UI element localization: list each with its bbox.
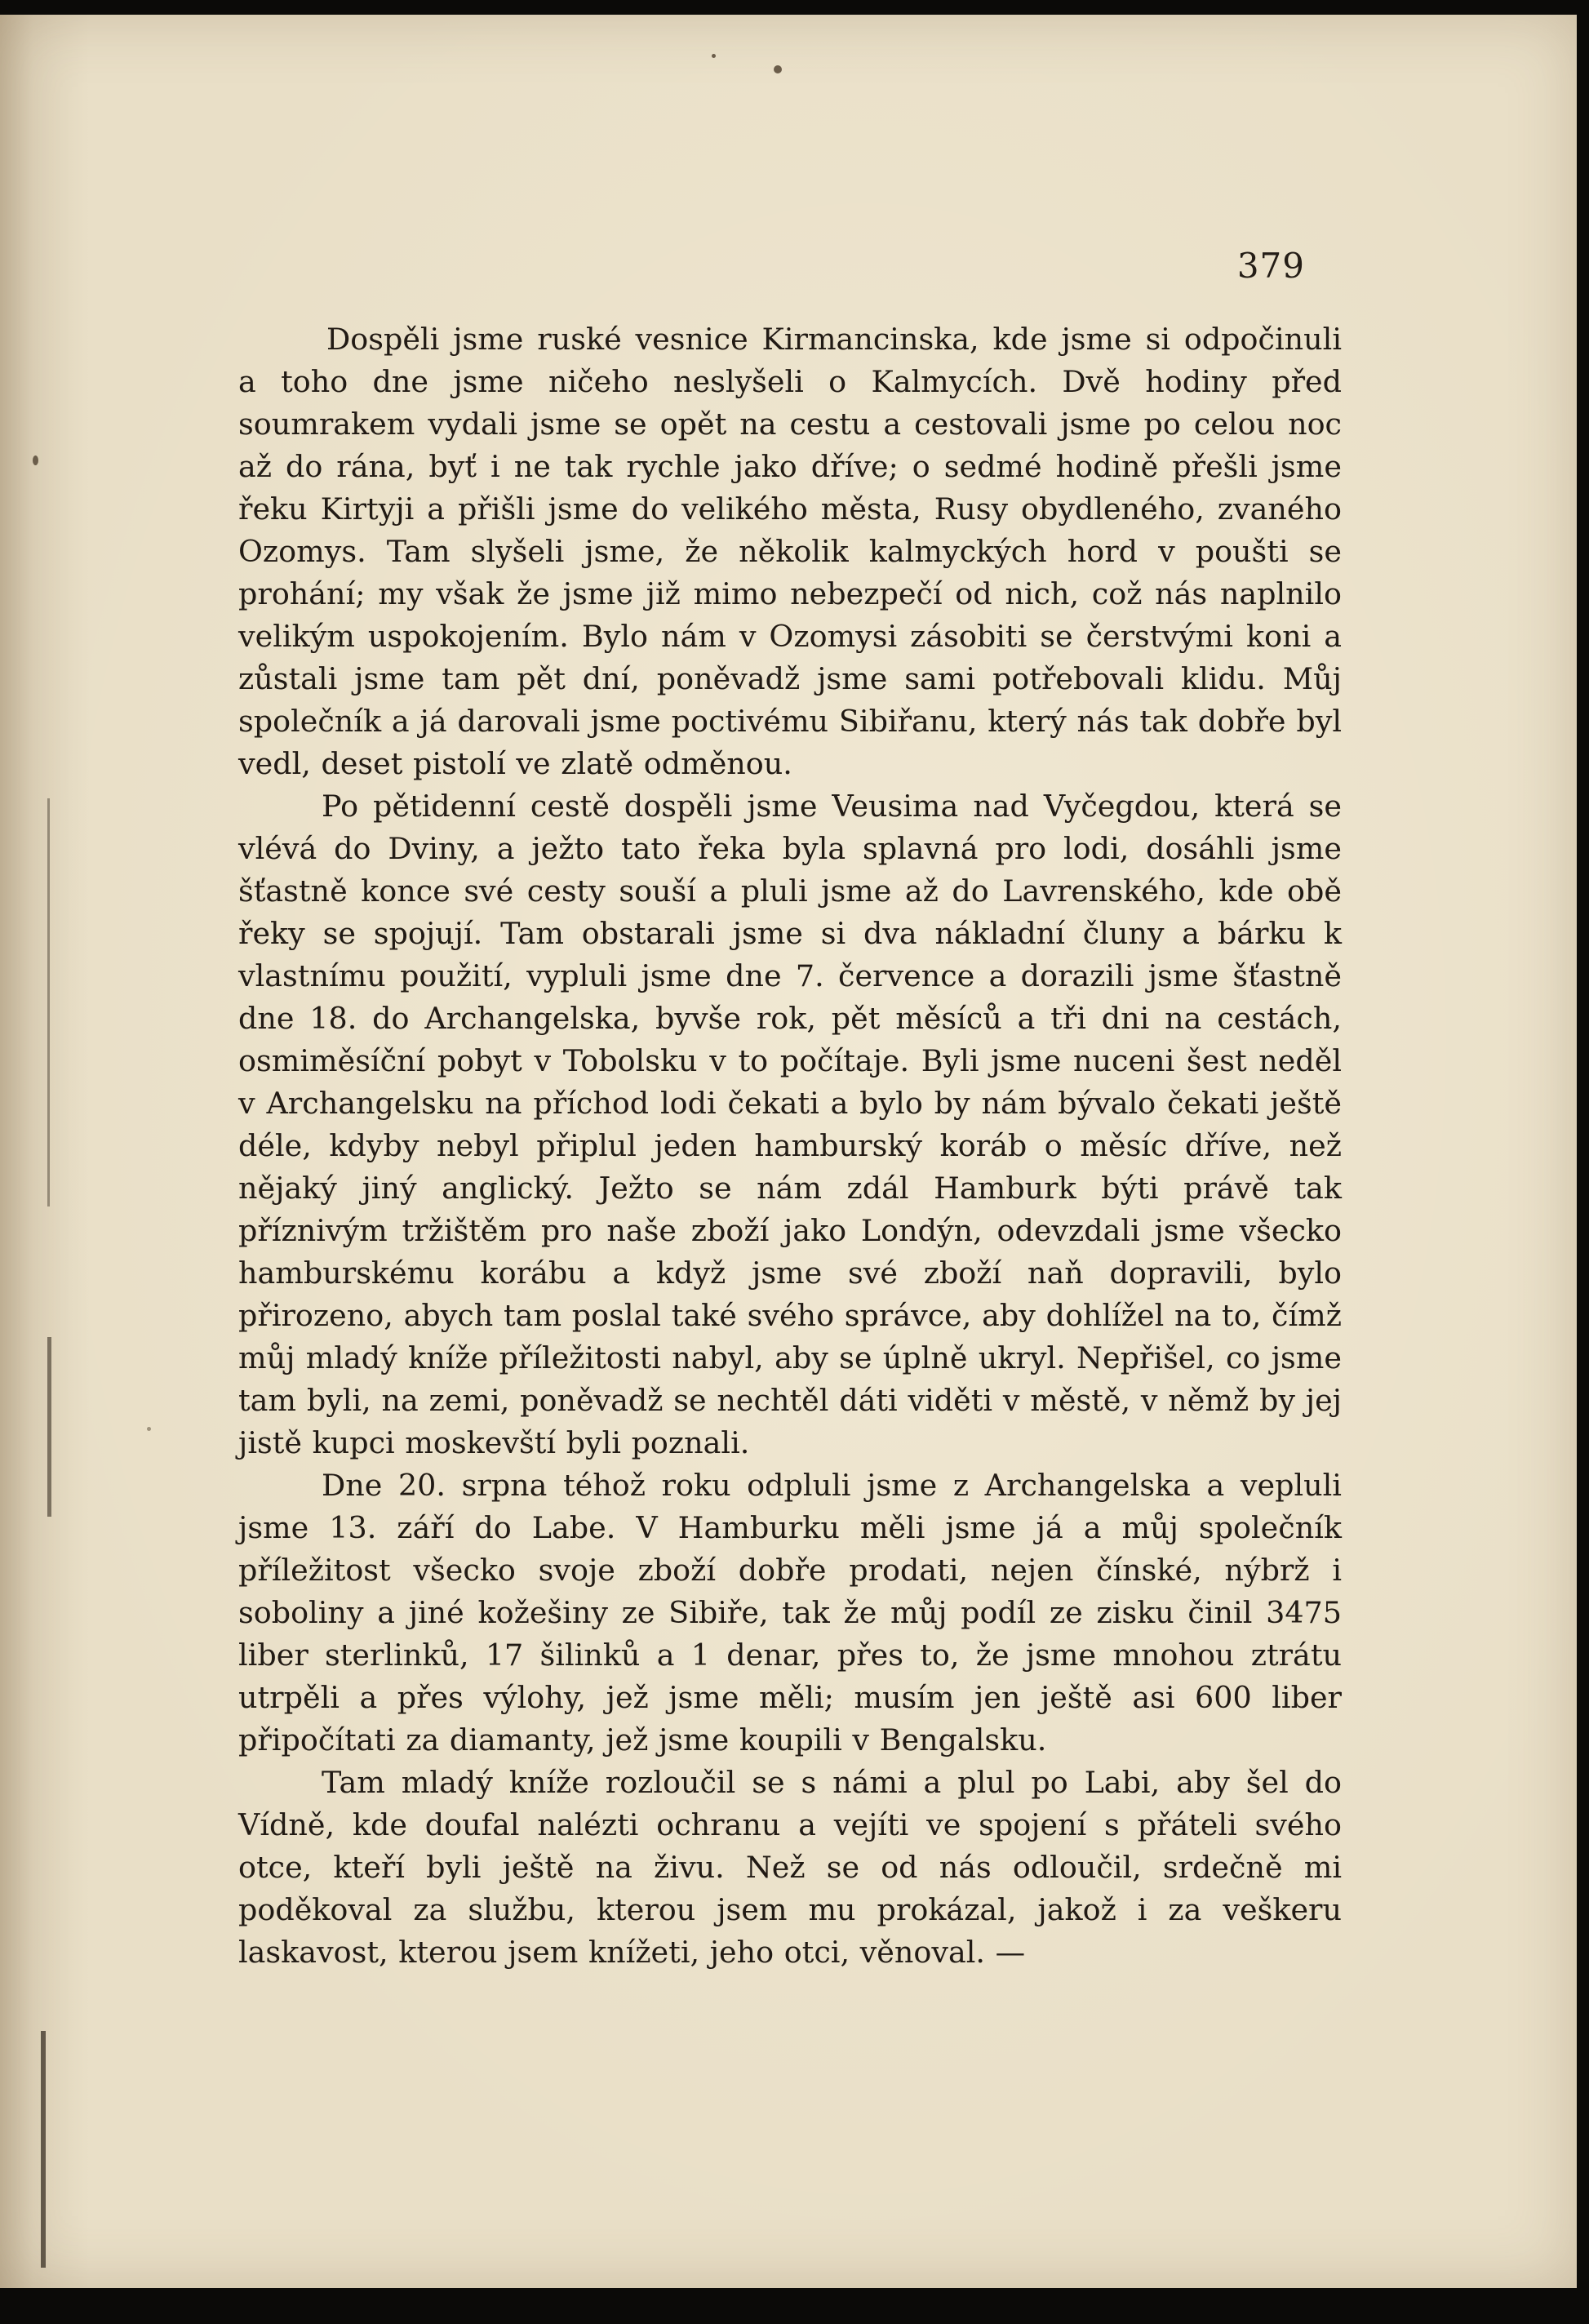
paragraph: Dne 20. srpna téhož roku odpluli jsme z Archangelska a vepluli jsme 13. září do Labe. V Hamburku měli jsme já a můj společník příležitost všecko svoje zboží dobře prodati, nejen čínské, nýbrž i soboliny a jiné kožešiny ze Sibiře, tak že můj podíl ze zisku činil 3475 liber sterlinků, 17 šilinků a 1 denar, přes to, že jsme mnohou ztrátu utrpěli a přes výlohy, jež jsme měli; musím jen ještě asi 600 liber připočítati za diamanty, jež jsme koupili v Bengalsku. — [238, 1468, 1342, 1757]
gutter-shadow-mark — [41, 2031, 46, 2268]
paper-speck — [774, 65, 782, 73]
paper-speck — [147, 1427, 151, 1431]
paragraph: Dospěli jsme ruské vesnice Kirmancinska, kde jsme si odpočinuli a toho dne jsme ničeho neslyšeli o Kalmycích. Dvě hodiny před soumrakem vydali jsme se opět na cestu a cestovali jsme po celou noc až do rána, byť i ne tak rychle jako dříve; o sedmé hodině přešli jsme řeku Kirtyji a přišli jsme do velikého města, Rusy obydleného, zvaného Ozomys. Tam slyšeli jsme, že několik kalmyckých hord v poušti se prohání; my však že jsme již mimo nebezpečí od nich, což nás naplnilo velikým uspokojením. Bylo nám v Ozomysi zásobiti se čerstvými koni a zůstali jsme tam pět dní, poněvadž jsme sami potřebovali klidu. Můj společník a já darovali jsme poctivému Sibiřanu, který nás tak dobře byl vedl, deset pistolí ve zlatě odměnou. — [238, 322, 1342, 781]
paper-speck — [712, 54, 716, 58]
paragraph: Tam mladý kníže rozloučil se s námi a plul po Labi, aby šel do Vídně, kde doufal nalézti ochranu a vejíti ve spojení s přáteli svého otce, kteří byli ještě na živu. Než se od nás odloučil, srdečně mi poděkoval za službu, kterou jsem mu prokázal, jakož i za veškeru laskavost, kterou jsem knížeti, jeho otci, věnoval. — — [238, 1765, 1342, 1970]
gutter-shadow-mark — [47, 798, 50, 1206]
page-text — [238, 318, 1342, 1974]
paragraph: Po pětidenní cestě dospěli jsme Veusima nad Vyčegdou, která se vlévá do Dviny, a ježto tato řeka byla splavná pro lodi, dosáhli jsme šťastně konce své cesty souší a pluli jsme až do Lavrenského, kde obě řeky se spojují. Tam obstarali jsme si dva nákladní čluny a bárku k vlastnímu použití, vypluli jsme dne 7. července a dorazili jsme šťastně dne 18. do Archangelska, byvše rok, pět měsíců a tři dni na cestách, osmiměsíční pobyt v Tobolsku v to počítaje. Byli jsme nuceni šest neděl v Archangelsku na příchod lodi čekati a bylo by nám bývalo čekati ještě déle, kdyby nebyl připlul jeden hamburský koráb o měsíc dříve, než nějaký jiný anglický. Ježto se nám zdál Hamburk býti právě tak příznivým tržištěm pro naše zboží jako Londýn, odevzdali jsme všecko hamburskému korábu a když jsme své zboží naň dopravili, bylo přirozeno, abych tam poslal také svého správce, aby dohlížel na to, čímž můj mladý kníže příležitosti nabyl, aby se úplně ukryl. Nepřišel, co jsme tam byli, na zemi, poněvadž se nechtěl dáti viděti v městě, v němž by jej jistě kupci moskevští byli poznali. — [238, 789, 1342, 1460]
paper-speck — [33, 455, 38, 465]
page-number: 379 — [1236, 246, 1305, 286]
book-page — [0, 15, 1577, 2288]
gutter-shadow-mark — [47, 1337, 51, 1517]
